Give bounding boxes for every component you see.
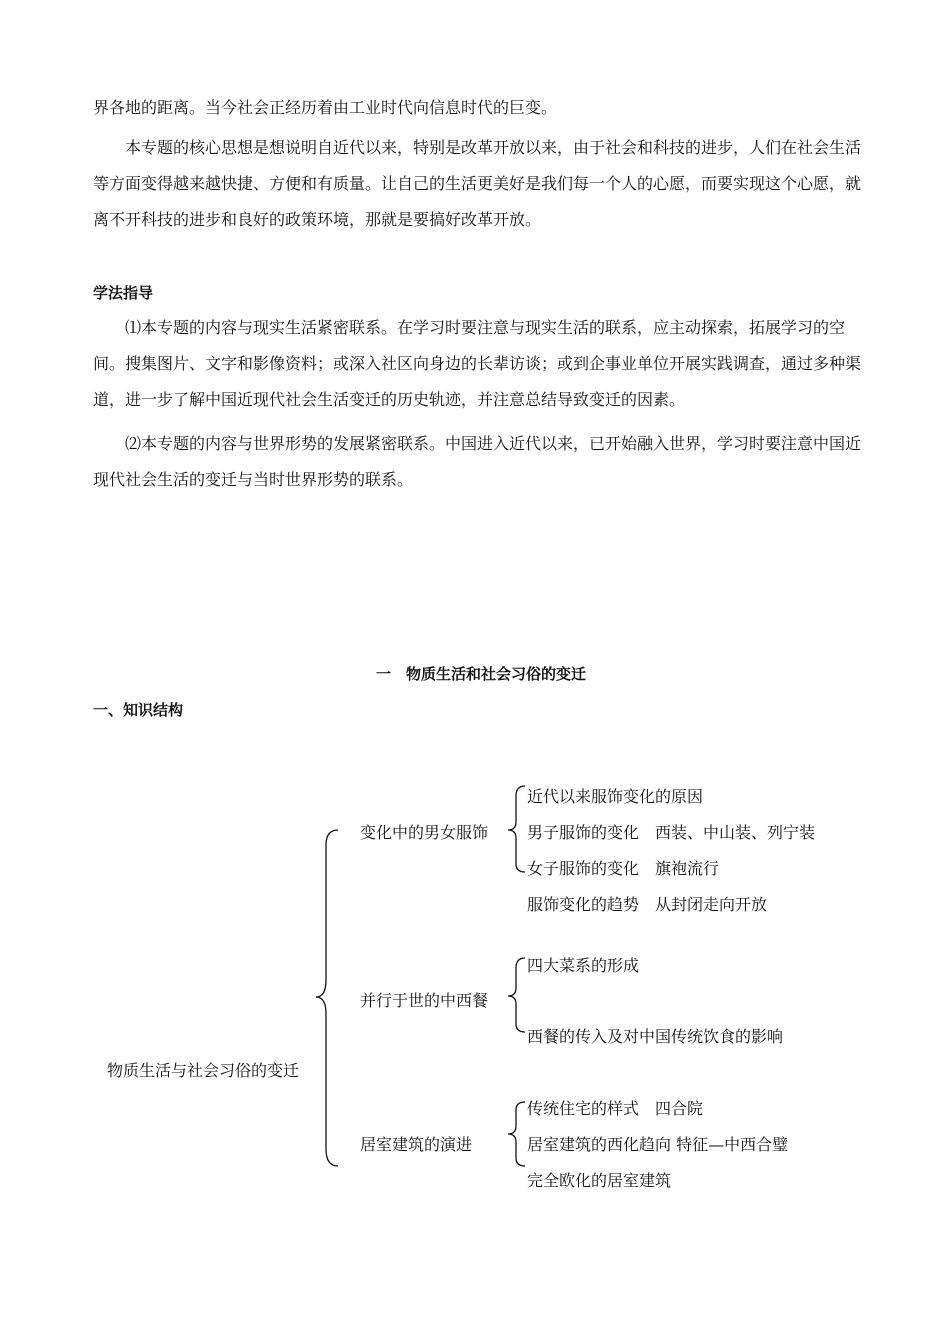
branch-clothing: 变化中的男女服饰 — [360, 823, 489, 842]
food-item-1: 四大菜系的形成 — [527, 956, 640, 975]
clothing-brace — [508, 786, 525, 872]
food-item-2: 西餐的传入及对中国传统饮食的影响 — [527, 1027, 784, 1046]
branch-food: 并行于世的中西餐 — [360, 991, 489, 1010]
clothing-item-4: 服饰变化的趋势 从封闭走向开放 — [527, 895, 768, 914]
housing-brace — [508, 1102, 525, 1166]
intro-paragraph-1: 界各地的距离。当今社会正经历着由工业时代向信息时代的巨变。 — [93, 98, 558, 117]
housing-item-3: 完全欧化的居室建筑 — [527, 1171, 672, 1190]
clothing-item-2: 男子服饰的变化 西装、中山装、列宁装 — [527, 823, 816, 842]
housing-item-1: 传统住宅的样式 四合院 — [527, 1099, 704, 1118]
study-guide-heading: 学法指导 — [93, 284, 154, 302]
housing-item-2: 居室建筑的西化趋向 特征—中西合璧 — [527, 1135, 789, 1154]
structure-root: 物质生活与社会习俗的变迁 — [107, 1061, 300, 1080]
root-brace — [316, 830, 338, 1166]
section-title: 一 物质生活和社会习俗的变迁 — [376, 665, 587, 683]
clothing-item-3: 女子服饰的变化 旗袍流行 — [527, 859, 720, 878]
study-guide-item-2: ⑵本专题的内容与世界形势的发展紧密联系。中国进入近代以来，已开始融入世界，学习时要注意中国近现代社会生活的变迁与当时世界形势的联系。 — [93, 434, 862, 489]
branch-housing: 居室建筑的演进 — [360, 1135, 473, 1154]
food-brace — [508, 958, 525, 1032]
intro-paragraph-2: 本专题的核心思想是想说明自近代以来，特别是改革开放以来，由于社会和科技的进步，人们在社会生活等方面变得越来越快捷、方便和有质量。让自己的生活更美好是我们每一个人的心愿，而要实现这个心愿，就离不开科技的进步和良好的政策环境，那就是要搞好改革开放。 — [93, 138, 862, 229]
clothing-item-1: 近代以来服饰变化的原因 — [527, 787, 704, 806]
study-guide-item-1: ⑴本专题的内容与现实生活紧密联系。在学习时要注意与现实生活的联系，应主动探索，拓展学习的空间。搜集图片、文字和影像资料；或深入社区向身边的长辈访谈；或到企事业单位开展实践调查，通过多种渠道，进一步了解中国近现代社会生活变迁的历史轨迹，并注意总结导致变迁的因素。 — [93, 318, 862, 409]
knowledge-structure-heading: 一、知识结构 — [93, 701, 184, 719]
